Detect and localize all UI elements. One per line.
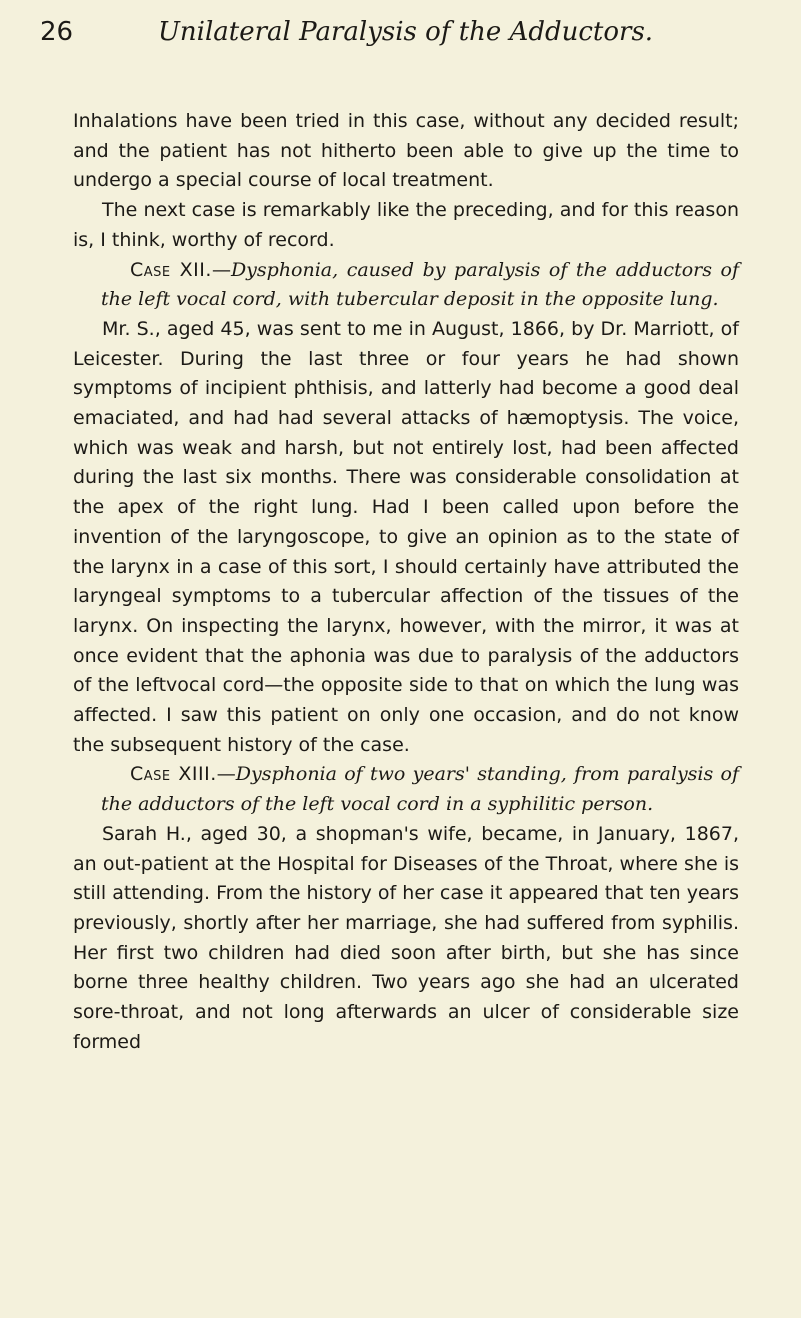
case-title: Dysphonia, caused by paralysis of the adductors of the left vocal cord, with tubercular deposit in the opposite lung.	[101, 258, 739, 311]
intro-paragraph: The next case is remarkably like the preceding, and for this reason is, I think, worthy of record.	[73, 199, 739, 251]
case-label: Case XII.	[130, 258, 212, 281]
case-dash: —	[216, 763, 236, 786]
case-heading	[73, 760, 739, 819]
case-body-paragraph: Mr. S., aged 45, was sent to me in August, 1866, by Dr. Marriott, of Leicester. During the last three or four years he had shown symptoms of incipient phthisis, and latterly had become a good deal emaciated, and had had several attacks of hæmoptysis. The voice, which was weak and harsh, but not entirely lost, had been affected during the last six months. There was considerable consolidation at the apex of the right lung. Had I been called upon before the invention of the laryngoscope, to give an opinion as to the state of the larynx in a case of this sort, I should certainly have attributed the laryngeal symptoms to a tubercular affection of the tissues of the larynx. On inspecting the larynx, however, with the mirror, it was at once evident that the aphonia was due to paralysis of the adductors of the leftvocal cord—the opposite side to that on which the lung was affected. I saw this patient on only one occasion, and do not know the subsequent history of the case.	[73, 317, 739, 756]
running-title: Unilateral Paralysis of the Adductors.	[158, 17, 654, 47]
case-title: Dysphonia of two years' standing, from paralysis of the adductors of the left vocal cord in a syphilitic person.	[101, 763, 739, 816]
page-number: 26	[40, 17, 74, 47]
case-label: Case XIII.	[130, 763, 217, 786]
case-heading	[73, 256, 739, 315]
intro-paragraph: Inhalations have been tried in this case, without any decided result; and the patient has not hitherto been able to give up the time to undergo a special course of local treatment.	[73, 110, 739, 192]
page-body	[73, 107, 739, 1058]
page-header	[40, 12, 770, 52]
case-dash: —	[211, 258, 231, 281]
case-body-paragraph: Sarah H., aged 30, a shopman's wife, became, in January, 1867, an out-patient at the Hospital for Diseases of the Throat, where she is still attending. From the history of her case it appeared that ten years previously, shortly after her marriage, she had suffered from syphilis. Her first two children had died soon after birth, but she has since borne three healthy children. Two years ago she had an ulcerated sore-throat, and not long afterwards an ulcer of considerable size formed	[73, 822, 739, 1053]
